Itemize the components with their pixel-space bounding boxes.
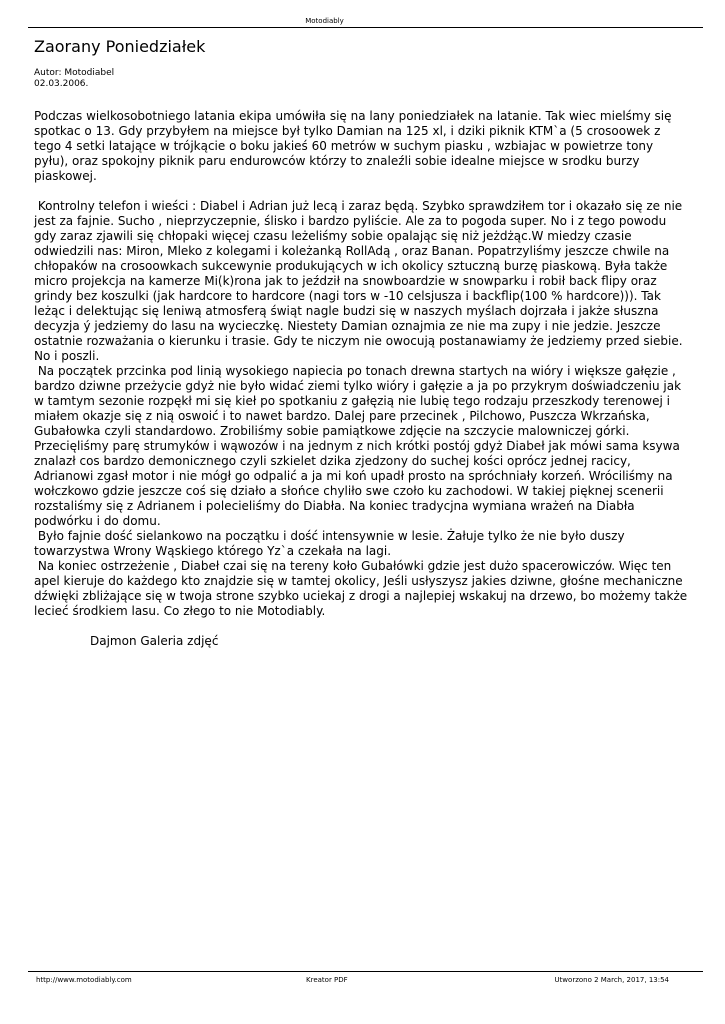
article-paragraph: Na początek przcinka pod linią wysokiego napiecia po tonach drewna startych na wióry i większe gałęzie , bardzo dziwne przeżycie gdyż nie było widać ziemi tylko wióry i gałęzie a ja po przykrym doświadczeniu jak w tamtym sezonie rozpękł mi się kieł po spotkaniu z gałęzią nie lubię tego rodzaju przeszkody terenowej i miałem okazje się z nią oswoić i to nawet bardzo. Dalej pare przecinek , Pilchowo, Puszcza Wkrzańska, Gubałowka czyli standardowo. Zrobiliśmy sobie pamiątkowe zdjęcie na szczycie malowniczej górki. Przecięliśmy parę strumyków i wąwozów i na jednym z nich krótki postój gdyż Diabeł jak mówi sama ksywa znalazł cos bardzo demonicznego czyli szkielet dzika zjedzony do suchej kości oprócz jednej racicy, Adrianowi zgasł motor i nie mógł go odpalić a ja mi koń upadł prosto na spróchniały korzeń. Wróciliśmy na wołczkowo gdzie jeszcze coś się działo a słońce chyliło swe czoło ku zachodowi. W takiej pięknej scenerii rozstaliśmy się z Adrianem i polecieliśmy do Diabła. Na koniec tradycjna wymiana wrażeń na Diabła podwórku i do domu. xyxy=(34,364,685,528)
header-divider xyxy=(28,27,703,28)
article-title: Zaorany Poniedziałek xyxy=(34,37,206,56)
footer-created-date: Utworzono 2 March, 2017, 13:54 xyxy=(554,976,669,984)
page-header-site-name: Motodiably xyxy=(305,17,344,25)
article-paragraph: Podczas wielkosobotniego latania ekipa umówiła się na lany poniedziałek na latanie. Tak wiec mielśmy się spotkac o 13. Gdy przybyłem na miejsce był tylko Damian na 125 xl, i dziki piknik KTM`a (5 crosoowek z tego 4 setki latające w trójkącie o boku jakieś 60 metrów w suchym piasku , wzbiajac w powietrze tony pyłu), oraz spokojny piknik paru endurowców którzy to znaleźli sobie idealne miejsce w srodku burzy piaskowej. xyxy=(34,109,676,183)
gallery-link[interactable]: Dajmon Galeria zdjęć xyxy=(90,634,219,648)
article-body xyxy=(34,109,689,649)
article-paragraph: Kontrolny telefon i wieści : Diabel i Adrian już lecą i zaraz będą. Szybko sprawdziłem tor i okazało się ze nie jest za fajnie. Sucho , nieprzyczepnie, ślisko i bardzo pyliście. Ale za to pogoda super. No i z tego powodu gdy zaraz zjawili się chłopaki więcej czasu leżeliśmy sobie opalając się niż jeżdżąc.W miedzy czasie odwiedzili nas: Miron, Mleko z kolegami i koleżanką RollAdą , oraz Banan. Popatrzyliśmy jeszcze chwile na chłopaków na crosoowkach sukcewynie produkujących w ich okolicy sztuczną burzę piaskową. Była także micro projekcja na kamerze Mi(k)rona jak to jeździł na snowboardzie w snowparku i robił back flipy oraz grindy bez koszulki (jak hardcore to hardcore (nagi tors w -10 celsjusza i backflip(100 % hardcore))). Tak leżąc i delektując się leniwą atmosferą świąt nagle budzi się w naszych myślach dojrzała i jakże słuszna decyzja ý jedziemy do lasu na wycieczkę. Niestety Damian oznajmia ze nie ma zupy i nie jedzie. Jeszcze ostatnie rozważania o kierunku i trasie. Gdy te niczym nie owocują postanawiamy że jedziemy przed siebie. No i poszli. xyxy=(34,199,687,363)
article-paragraph: Na koniec ostrzeżenie , Diabeł czai się na tereny koło Gubałówki gdzie jest dużo spacerowiczów. Więc ten apel kieruje do każdego kto znajdzie się w tamtej okolicy, Jeśli usłyszysz jakies dziwne, głośne mechaniczne dźwięki zbliżające się w twoja strone szybko uciekaj z drogi a najlepiej wskakuj na drzewo, bo możemy także lecieć środkiem lasu. Co złego to nie Motodiably. xyxy=(34,559,691,618)
footer-generator: Kreator PDF xyxy=(306,976,348,984)
article-meta xyxy=(34,68,114,90)
footer-divider xyxy=(28,971,703,972)
author-line: Autor: Motodiabel xyxy=(34,68,115,78)
article-paragraph: Było fajnie dość sielankowo na początku i dość intensywnie w lesie. Żałuje tylko że nie było duszy towarzystwa Wrony Wąskiego którego Yz`a czekała na lagi. xyxy=(34,529,629,558)
article-date: 02.03.2006. xyxy=(34,79,89,89)
footer-url-link[interactable]: http://www.motodiably.com xyxy=(36,976,132,984)
